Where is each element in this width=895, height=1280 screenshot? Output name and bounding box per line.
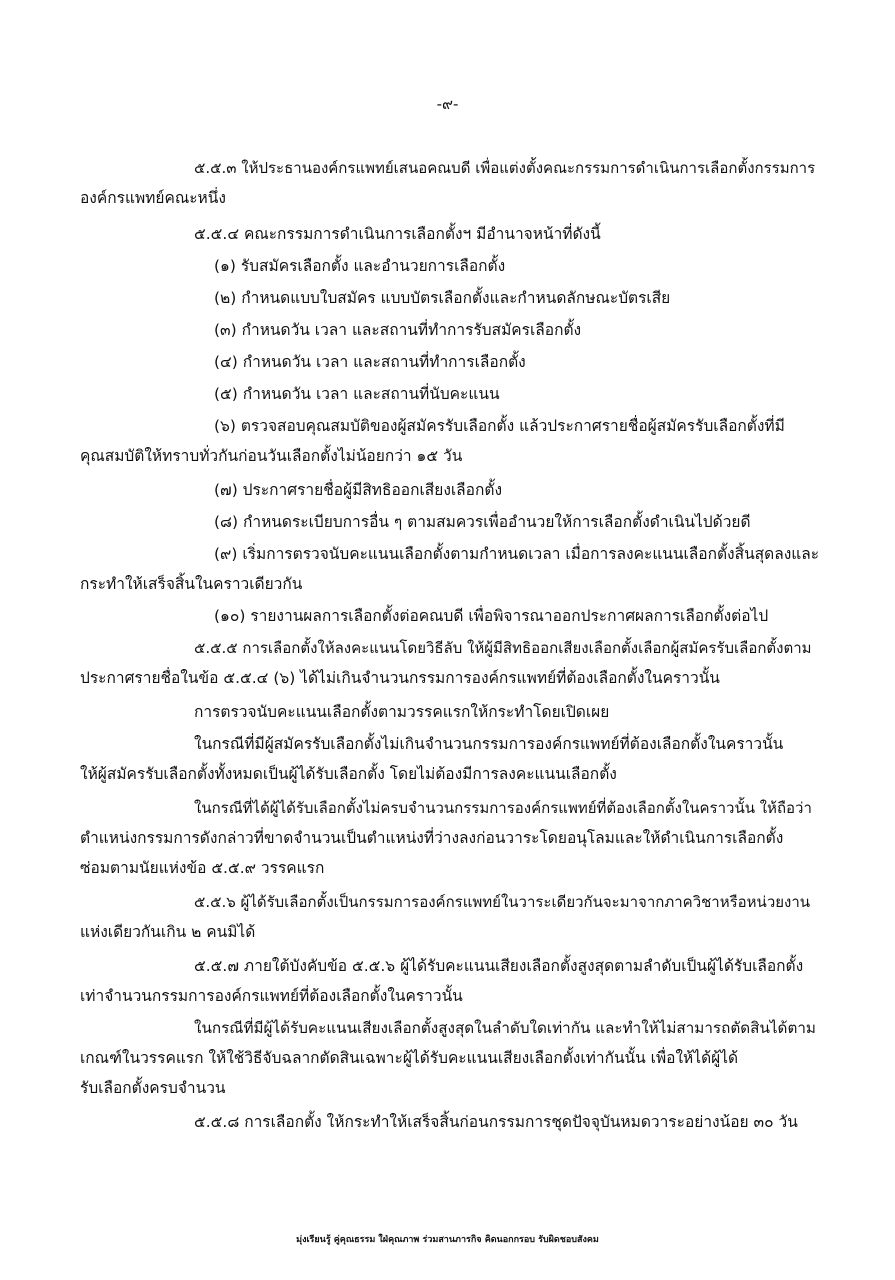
clause-5-5-5-paragraph-3-line-2: ให้ผู้สมัครรับเลือกตั้งทั้งหมดเป็นผู้ได้รับเลือกตั้ง โดยไม่ต้องมีการลงคะแนนเลือกตั้ง	[80, 765, 617, 783]
duty-item-10: (๑๐) รายงานผลการเลือกตั้งต่อคณบดี เพื่อพิจารณาออกประกาศผลการเลือกตั้งต่อไป	[214, 607, 769, 625]
clause-5-5-7-paragraph-2-line-3: รับเลือกตั้งครบจำนวน	[80, 1079, 226, 1097]
duty-item-3: (๓) กำหนดวัน เวลา และสถานที่ทำการรับสมัครเลือกตั้ง	[214, 321, 582, 339]
clause-5-5-5-line-1: ๕.๕.๕ การเลือกตั้งให้ลงคะแนนโดยวิธีลับ ให้ผู้มีสิทธิออกเสียงเลือกตั้งเลือกผู้สมัครรับเลือกตั้งตาม	[194, 639, 812, 657]
clause-5-5-6-line-2: แห่งเดียวกันเกิน ๒ คนมิได้	[80, 923, 256, 941]
duty-item-6-line-1: (๖) ตรวจสอบคุณสมบัติของผู้สมัครรับเลือกตั้ง แล้วประกาศรายชื่อผู้สมัครรับเลือกตั้งที่มี	[214, 417, 785, 435]
duty-item-4: (๔) กำหนดวัน เวลา และสถานที่ทำการเลือกตั้ง	[214, 353, 526, 371]
clause-5-5-7-paragraph-2-line-2: เกณฑ์ในวรรคแรก ให้ใช้วิธีจับฉลากตัดสินเฉพาะผู้ได้รับคะแนนเสียงเลือกตั้งเท่ากันนั้น เพื่อให้ได้ผู้ได้	[80, 1049, 739, 1067]
clause-5-5-5-paragraph-4-line-1: ในกรณีที่ได้ผู้ได้รับเลือกตั้งไม่ครบจำนวนกรรมการองค์กรแพทย์ที่ต้องเลือกตั้งในคราวนั้น ให้ถือว่า	[194, 799, 812, 817]
clause-5-5-8: ๕.๕.๘ การเลือกตั้ง ให้กระทำให้เสร็จสิ้นก่อนกรรมการชุดปัจจุบันหมดวาระอย่างน้อย ๓๐ วัน	[194, 1113, 798, 1131]
duty-item-9-line-1: (๙) เริ่มการตรวจนับคะแนนเลือกตั้งตามกำหนดเวลา เมื่อการลงคะแนนเลือกตั้งสิ้นสุดลงและ	[214, 545, 820, 563]
duty-item-7: (๗) ประกาศรายชื่อผู้มีสิทธิออกเสียงเลือกตั้ง	[214, 481, 503, 499]
clause-5-5-5-line-2: ประกาศรายชื่อในข้อ ๕.๕.๔ (๖) ได้ไม่เกินจำนวนกรรมการองค์กรแพทย์ที่ต้องเลือกตั้งในคราวนั้น	[80, 669, 720, 687]
clause-5-5-7-line-1: ๕.๕.๗ ภายใต้บังคับข้อ ๕.๕.๖ ผู้ได้รับคะแนนเสียงเลือกตั้งสูงสุดตามลำดับเป็นผู้ได้รับเลือกตั้ง	[194, 957, 804, 975]
clause-5-5-5-paragraph-4-line-3: ซ่อมตามนัยแห่งข้อ ๕.๕.๙ วรรคแรก	[80, 859, 325, 877]
clause-5-5-7-paragraph-2-line-1: ในกรณีที่มีผู้ได้รับคะแนนเสียงเลือกตั้งสูงสุดในลำดับใดเท่ากัน และทำให้ไม่สามารถตัดสินได้ตาม	[194, 1019, 816, 1037]
clause-5-5-5-paragraph-4-line-2: ตำแหน่งกรรมการดังกล่าวที่ขาดจำนวนเป็นตำแหน่งที่ว่างลงก่อนวาระโดยอนุโลมและให้ดำเนินการเลือกตั้ง	[80, 829, 784, 847]
duty-item-1: (๑) รับสมัครเลือกตั้ง และอำนวยการเลือกตั้ง	[214, 257, 506, 275]
page-number: -๙-	[436, 95, 459, 113]
clause-5-5-5-paragraph-2: การตรวจนับคะแนนเลือกตั้งตามวรรคแรกให้กระทำโดยเปิดเผย	[194, 703, 610, 721]
duty-item-5: (๕) กำหนดวัน เวลา และสถานที่นับคะแนน	[214, 385, 500, 403]
clause-5-5-5-paragraph-3-line-1: ในกรณีที่มีผู้สมัครรับเลือกตั้งไม่เกินจำนวนกรรมการองค์กรแพทย์ที่ต้องเลือกตั้งในคราวนั้น	[194, 735, 784, 753]
clause-5-5-4: ๕.๕.๔ คณะกรรมการดำเนินการเลือกตั้งฯ มีอำนาจหน้าที่ดังนี้	[194, 225, 601, 243]
duty-item-6-line-2: คุณสมบัติให้ทราบทั่วกันก่อนวันเลือกตั้งไม่น้อยกว่า ๑๕ วัน	[80, 447, 463, 465]
duty-item-8: (๘) กำหนดระเบียบการอื่น ๆ ตามสมควรเพื่ออำนวยให้การเลือกตั้งดำเนินไปด้วยดี	[214, 513, 751, 531]
footer-motto: มุ่งเรียนรู้ คู่คุณธรรม ใฝ่คุณภาพ ร่วมสานภารกิจ คิดนอกกรอบ รับผิดชอบสังคม	[296, 1235, 599, 1245]
clause-5-5-7-line-2: เท่าจำนวนกรรมการองค์กรแพทย์ที่ต้องเลือกตั้งในคราวนั้น	[80, 987, 463, 1005]
clause-5-5-3-line-1: ๕.๕.๓ ให้ประธานองค์กรแพทย์เสนอคณบดี เพื่อแต่งตั้งคณะกรรมการดำเนินการเลือกตั้งกรรมการ	[194, 159, 816, 177]
clause-5-5-3-line-2: องค์กรแพทย์คณะหนึ่ง	[80, 189, 226, 207]
clause-5-5-6-line-1: ๕.๕.๖ ผู้ได้รับเลือกตั้งเป็นกรรมการองค์กรแพทย์ในวาระเดียวกันจะมาจากภาควิชาหรือหน่วยงาน	[194, 893, 811, 911]
duty-item-9-line-2: กระทำให้เสร็จสิ้นในคราวเดียวกัน	[80, 575, 303, 593]
duty-item-2: (๒) กำหนดแบบใบสมัคร แบบบัตรเลือกตั้งและกำหนดลักษณะบัตรเสีย	[214, 289, 671, 307]
